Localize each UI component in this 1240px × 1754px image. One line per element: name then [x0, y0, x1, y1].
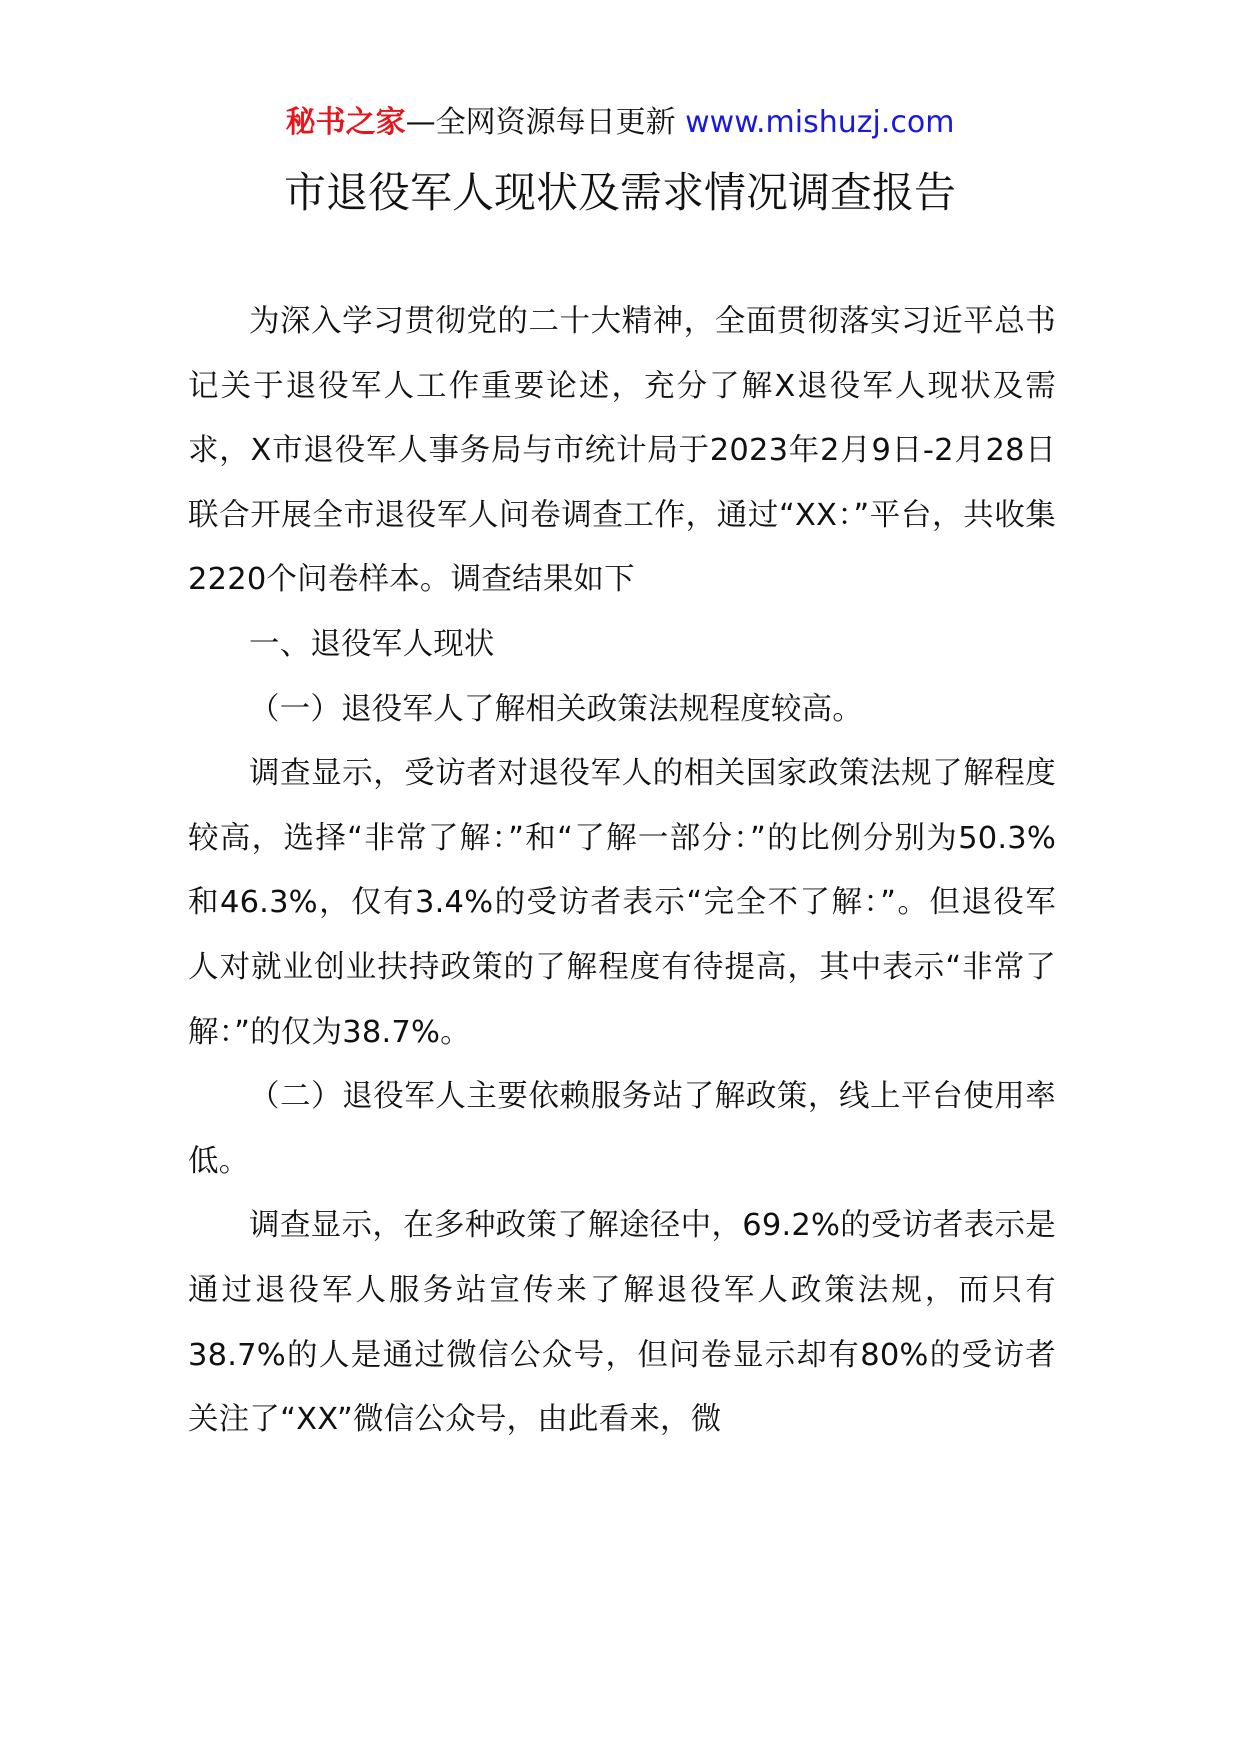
- intro-paragraph: 为深入学习贯彻党的二十大精神，全面贯彻落实习近平总书记关于退役军人工作重要论述，充分了解X退役军人现状及需求，X市退役军人事务局与市统计局于2023年2月9日-2月28日联合开展全市退役军人问卷调查工作，通过“XX：”平台，共收集2220个问卷样本。调查结果如下: [188, 304, 1056, 598]
- document-body: [188, 290, 1056, 1453]
- survey-paragraph-2: 调查显示，在多种政策了解途径中，69.2%的受访者表示是通过退役军人服务站宣传来了解退役军人政策法规，而只有38.7%的人是通过微信公众号，但问卷显示却有80%的受访者关注了“XX”微信公众号，由此看来，微: [188, 1208, 1056, 1438]
- site-tagline: —全网资源每日更新: [405, 105, 676, 140]
- subsection-heading-2: （二）退役军人主要依赖服务站了解政策，线上平台使用率低。: [188, 1079, 1056, 1179]
- survey-paragraph-1: 调查显示，受访者对退役军人的相关国家政策法规了解程度较高，选择“非常了解：”和“了解一部分：”的比例分别为50.3%和46.3%，仅有3.4%的受访者表示“完全不了解：”。但退役军人对就业创业扶持政策的了解程度有待提高，其中表示“非常了解：”的仅为38.7%。: [188, 756, 1056, 1050]
- site-url-link[interactable]: www.mishuzj.com: [685, 105, 955, 140]
- site-header: [0, 101, 1240, 145]
- section-heading-1: 一、退役军人现状: [249, 626, 495, 662]
- subsection-heading-1: （一）退役军人了解相关政策法规程度较高。: [249, 691, 863, 727]
- site-brand: 秘书之家: [285, 105, 406, 140]
- document-title: 市退役军人现状及需求情况调查报告: [283, 168, 956, 217]
